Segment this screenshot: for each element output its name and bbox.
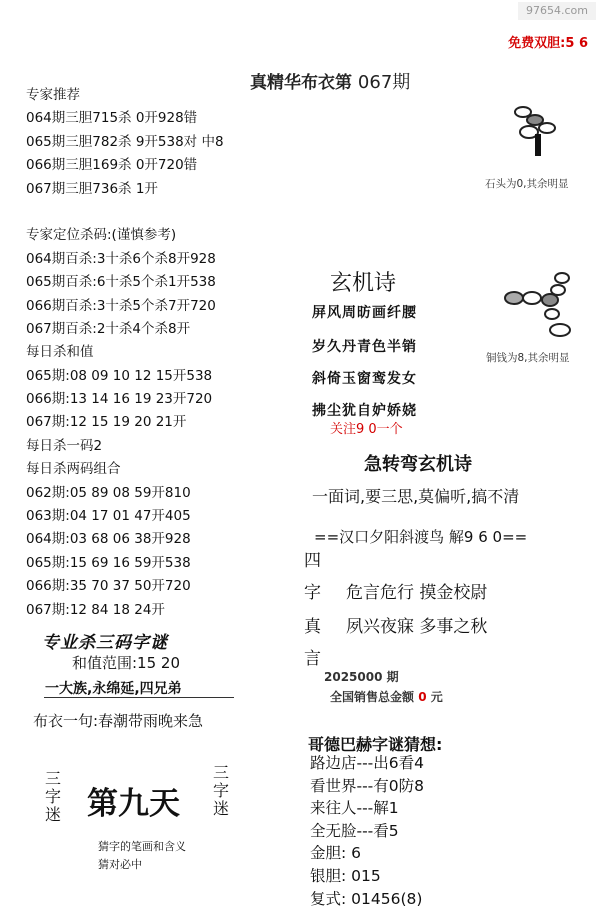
page-title-text: 真精华布衣第 <box>250 73 352 93</box>
list-item: 065期三胆782杀 9开538对 中8 <box>26 133 224 150</box>
daily-sum-heading: 每日杀和值 <box>26 344 94 361</box>
list-item: 065期百杀:6十杀5个杀1开538 <box>26 274 216 291</box>
left-column <box>26 84 224 622</box>
four-words-row-1: 危言危行 摸金校尉 <box>346 583 488 603</box>
list-item: 067期百杀:2十杀4个杀8开 <box>26 320 191 337</box>
list-item: 路边店---出6看4 <box>310 754 425 772</box>
list-item: 067期:12 84 18 24开 <box>26 601 165 618</box>
goldbach-list <box>310 752 424 910</box>
list-item: 复式: 01456(8) <box>310 889 423 908</box>
spacer <box>26 201 224 224</box>
list-item: 066期百杀:3十杀5个杀7开720 <box>26 297 216 314</box>
divider <box>44 697 234 698</box>
poem-line: 斜倚玉窗鸾发女 <box>312 371 417 387</box>
hint-text-2: 猜对必中 <box>98 858 142 871</box>
clan-riddle: 一大族,永绵延,四兄弟 <box>45 681 182 697</box>
stones-caption-2: 铜钱为8,其余明显 <box>486 352 570 364</box>
site-watermark: 97654.com <box>518 2 596 20</box>
riddle-label-right: 三字迷 <box>212 763 229 818</box>
sales-label: 全国销售总金额 <box>330 690 415 704</box>
day-title: 第九天 <box>87 786 180 822</box>
stones-figure-1 <box>485 100 595 196</box>
goldbach-title: 哥德巴赫字谜猜想: <box>308 735 443 754</box>
daily-two-heading: 每日杀两码组合 <box>26 461 121 478</box>
one-line-saying: 布衣一句:春潮带雨晚来急 <box>33 712 204 730</box>
list-item: 066期:13 14 16 19 23开720 <box>26 391 213 408</box>
list-item: 金胆: 6 <box>310 844 362 863</box>
four-words-row-2: 夙兴夜寐 多事之秋 <box>346 617 488 637</box>
list-item: 064期百杀:3十杀6个杀8开928 <box>26 250 216 267</box>
free-double-pick: 免费双胆:5 6 <box>508 36 588 51</box>
list-item: 来往人---解1 <box>310 799 399 818</box>
sales-unit: 元 <box>430 690 443 704</box>
issue-label: 2025000 期 <box>324 670 399 684</box>
coin-chain-icon <box>500 268 595 343</box>
four-char-3: 言 <box>304 649 321 669</box>
brain-teaser-poem-title: 急转弯玄机诗 <box>364 454 472 475</box>
page-title <box>250 68 410 94</box>
stones-caption-1: 石头为0,其余明显 <box>485 178 569 190</box>
riddle-line-2: ==汉口夕阳斜渡鸟 解9 6 0== <box>314 528 528 546</box>
fun-riddle-title: 专业杀三码字谜 <box>42 633 168 653</box>
list-item: 062期:05 89 08 59开810 <box>26 484 191 501</box>
sum-range: 和值范围:15 20 <box>72 654 180 672</box>
poem-line: 拂尘犹自妒娇娆 <box>312 403 417 419</box>
list-item: 看世界---有0防8 <box>310 776 425 795</box>
stones-figure-2 <box>486 268 595 368</box>
riddle-label-left: 三字迷 <box>44 769 61 824</box>
list-item: 064期三胆715杀 0开928错 <box>26 110 198 127</box>
list-item: 067期:12 15 19 20 21开 <box>26 414 187 431</box>
poem-line: 屏风周昉画纤腰 <box>312 305 417 321</box>
list-item: 066期三胆169杀 0开720错 <box>26 157 198 174</box>
four-char-2: 真 <box>304 617 321 637</box>
poem-line: 岁久丹青色半销 <box>312 339 417 355</box>
list-item: 065期:15 69 16 59开538 <box>26 554 191 571</box>
list-item: 064期:03 68 06 38开928 <box>26 531 191 548</box>
list-item: 067期三胆736杀 1开 <box>26 180 158 197</box>
mystery-poem-title: 玄机诗 <box>330 271 397 296</box>
list-item: 全无脸---看5 <box>310 821 399 840</box>
four-char-0: 四 <box>304 551 321 571</box>
four-char-1: 字 <box>304 583 321 603</box>
position-kill-heading: 专家定位杀码:(谨慎参考) <box>26 227 177 244</box>
list-item: 银胆: 015 <box>310 866 381 885</box>
stone-chain-icon <box>505 100 595 160</box>
daily-one-code: 每日杀一码2 <box>26 437 103 454</box>
list-item: 065期:08 09 10 12 15开538 <box>26 367 213 384</box>
issue-number: 067期 <box>357 72 411 93</box>
riddle-line: 一面词,要三思,莫偏听,搞不清 <box>312 487 520 506</box>
follow-note: 关注9 0一个 <box>330 422 403 437</box>
sales-total <box>330 688 443 705</box>
list-item: 063期:04 17 01 47开405 <box>26 508 191 525</box>
sales-value: 0 <box>418 690 427 704</box>
expert-heading: 专家推荐 <box>26 87 80 103</box>
list-item: 066期:35 70 37 50开720 <box>26 578 191 595</box>
hint-text: 猜字的笔画和含义 <box>98 840 186 853</box>
